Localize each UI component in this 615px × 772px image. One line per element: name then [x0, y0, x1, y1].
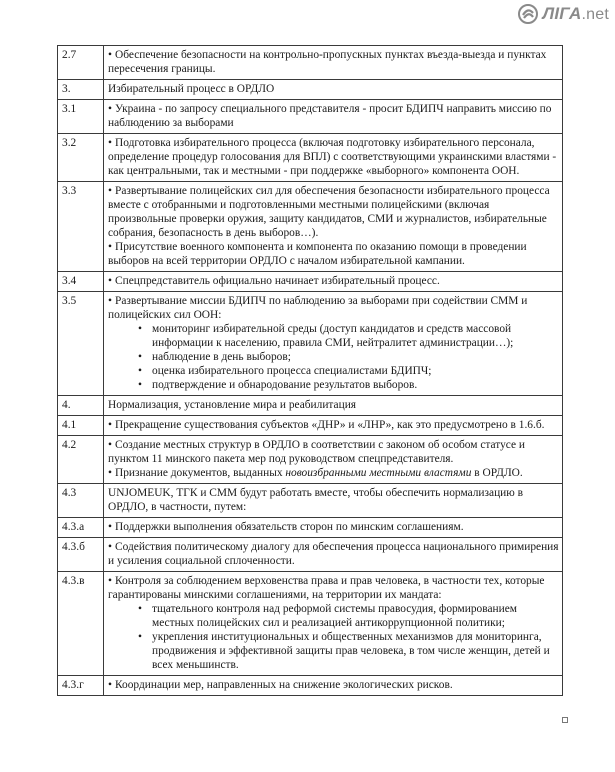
bullet-text: Создание местных структур в ОРДЛО в соответствии с законом об особом статусе и пунктом 11 минского пакета мер под руководством спецпредставителя.	[108, 439, 525, 465]
bullet-text: Развертывание миссии БДИПЧ по наблюдению за выборами при содействии СММ и полицейских сил ООН:	[108, 295, 528, 321]
row-number: 2.7	[58, 46, 104, 80]
liga-logo-icon	[518, 4, 538, 24]
table-row	[58, 396, 563, 416]
row-number: 3.2	[58, 134, 104, 182]
bullet-text: Развертывание полицейских сил для обеспечения безопасности избирательного процесса вместе с отобранными и подготовленными местными полицейскими (включая произвольные проверки оружия, защиту кандидатов, СМИ и журналистов, избирательные собрания, безопасность в день выборов…).	[108, 185, 550, 239]
bullet-item: • Прекращение существования субъектов «ДНР» и «ЛНР», как это предусмотрено в 1.6.б.	[108, 419, 545, 431]
bullet-item: • Поддержки выполнения обязательств сторон по минским соглашениям.	[108, 521, 464, 533]
table-row	[58, 292, 563, 396]
bullet-text: Содействия политическому диалогу для обеспечения процесса национального примирения и усиления социальной сплоченности.	[108, 541, 559, 567]
row-content	[104, 572, 563, 676]
row-number: 3.3	[58, 182, 104, 272]
bullet-text: Украина - по запросу специального представителя - просит БДИПЧ направить миссию по наблюдению за выборами	[108, 103, 552, 129]
table-row	[58, 100, 563, 134]
row-number: 4.3.в	[58, 572, 104, 676]
table-row	[58, 182, 563, 272]
sub-list-item: • тщательного контроля над реформой системы правосудия, формированием местных полицейских сил и реализацией антикоррупционной политики;	[138, 602, 559, 630]
row-content	[104, 292, 563, 396]
table-row	[58, 436, 563, 484]
sub-list-item: • укрепления институциональных и общественных механизмов для мониторинга, продвижения и эффективной защиты прав человека, в том числе женщин, детей и всех меньшинств.	[138, 630, 559, 672]
bullet-item: • Содействия политическому диалогу для обеспечения процесса национального примирения и усиления социальной сплоченности.	[108, 541, 559, 567]
bullet-item: • Контроля за соблюдением верховенства права и прав человека, в частности тех, которые гарантированы минскими соглашениями, на территории их мандата:	[108, 575, 545, 601]
table-row	[58, 46, 563, 80]
bullet-text: Подготовка избирательного процесса (включая подготовку избирательного персонала, определение процедур голосования для ВПЛ) с соответствующими украинскими властями - как центральными, так и местными - при поддержке «выборного» компонента ООН.	[108, 137, 557, 177]
bullet-item: • Развертывание полицейских сил для обеспечения безопасности избирательного процесса вместе с отобранными и подготовленными местными полицейскими (включая произвольные проверки оружия, защиту кандидатов, СМИ и журналистов, избирательные собрания, безопасность в день выборов…).	[108, 185, 550, 239]
row-content	[104, 134, 563, 182]
row-content	[104, 484, 563, 518]
table-row	[58, 518, 563, 538]
row-content	[104, 416, 563, 436]
row-content	[104, 100, 563, 134]
table-resize-handle	[562, 717, 568, 723]
table-row	[58, 538, 563, 572]
row-number: 3.1	[58, 100, 104, 134]
row-content	[104, 518, 563, 538]
table-row	[58, 416, 563, 436]
plan-table	[57, 45, 563, 696]
table-row	[58, 572, 563, 676]
row-number: 3.5	[58, 292, 104, 396]
italic-emphasis: новоизбранными местными властями	[285, 467, 472, 479]
table-row	[58, 676, 563, 696]
row-content	[104, 436, 563, 484]
row-content	[104, 182, 563, 272]
row-content	[104, 272, 563, 292]
bullet-item: • Украина - по запросу специального представителя - просит БДИПЧ направить миссию по наблюдению за выборами	[108, 103, 552, 129]
bullet-text: Обеспечение безопасности на контрольно-пропускных пунктах въезда-выезда и пунктах пересечения границы.	[108, 49, 547, 75]
bullet-text: Контроля за соблюдением верховенства права и прав человека, в частности тех, которые гарантированы минскими соглашениями, на территории их мандата:	[108, 575, 545, 601]
row-number: 4.1	[58, 416, 104, 436]
row-content	[104, 46, 563, 80]
row-content	[104, 676, 563, 696]
row-number: 3.	[58, 80, 104, 100]
bullet-text: Спецпредставитель официально начинает избирательный процесс.	[115, 275, 440, 287]
site-logo	[518, 4, 609, 24]
sub-list	[108, 322, 559, 392]
logo-wordmark: ЛIГА.net	[542, 4, 609, 23]
bullet-text: в ОРДЛО.	[471, 467, 523, 479]
row-number: 4.	[58, 396, 104, 416]
row-number: 4.3.г	[58, 676, 104, 696]
row-number: 4.3.а	[58, 518, 104, 538]
bullet-item: • Признание документов, выданных новоизбранными местными властями в ОРДЛО.	[108, 467, 523, 479]
bullet-item: • Присутствие военного компонента и компонента по оказанию помощи в проведении выборов на всей территории ОРДЛО с началом избирательной кампании.	[108, 241, 527, 267]
row-content	[104, 538, 563, 572]
bullet-item: • Обеспечение безопасности на контрольно-пропускных пунктах въезда-выезда и пунктах пересечения границы.	[108, 49, 547, 75]
sub-list-item: • подтверждение и обнародование результатов выборов.	[138, 378, 559, 392]
bullet-text: Прекращение существования субъектов «ДНР» и «ЛНР», как это предусмотрено в 1.6.б.	[115, 419, 545, 431]
bullet-text: Присутствие военного компонента и компонента по оказанию помощи в проведении выборов на всей территории ОРДЛО с началом избирательной кампании.	[108, 241, 527, 267]
sub-list-item: • мониторинг избирательной среды (доступ кандидатов и средств массовой информации к населению, правила СМИ, нейтралитет администрации…);	[138, 322, 559, 350]
sub-list	[108, 602, 559, 672]
table-row	[58, 80, 563, 100]
row-number: 3.4	[58, 272, 104, 292]
bullet-item: • Создание местных структур в ОРДЛО в соответствии с законом об особом статусе и пунктом 11 минского пакета мер под руководством спецпредставителя.	[108, 439, 525, 465]
table-row	[58, 484, 563, 518]
sub-list-item: • оценка избирательного процесса специалистами БДИПЧ;	[138, 364, 559, 378]
row-number: 4.3	[58, 484, 104, 518]
bullet-item: • Подготовка избирательного процесса (включая подготовку избирательного персонала, определение процедур голосования для ВПЛ) с соответствующими украинскими властями - как центральными, так и местными - при поддержке «выборного» компонента ООН.	[108, 137, 557, 177]
bullet-item: • Развертывание миссии БДИПЧ по наблюдению за выборами при содействии СММ и полицейских сил ООН:	[108, 295, 528, 321]
bullet-text: Поддержки выполнения обязательств сторон по минским соглашениям.	[115, 521, 464, 533]
row-content	[104, 396, 563, 416]
bullet-text: Признание документов, выданных	[115, 467, 286, 479]
bullet-text: Координации мер, направленных на снижение экологических рисков.	[115, 679, 453, 691]
row-number: 4.2	[58, 436, 104, 484]
row-number: 4.3.б	[58, 538, 104, 572]
row-content	[104, 80, 563, 100]
table-row	[58, 272, 563, 292]
row-heading: Избирательный процесс в ОРДЛО	[108, 83, 275, 95]
row-heading: UNJOMEUK, ТГК и СММ будут работать вместе, чтобы обеспечить нормализацию в ОРДЛО, в частности, путем:	[108, 487, 523, 513]
table-row	[58, 134, 563, 182]
sub-list-item: • наблюдение в день выборов;	[138, 350, 559, 364]
bullet-item: • Спецпредставитель официально начинает избирательный процесс.	[108, 275, 440, 287]
row-heading: Нормализация, установление мира и реабилитация	[108, 399, 357, 411]
bullet-item: • Координации мер, направленных на снижение экологических рисков.	[108, 679, 453, 691]
